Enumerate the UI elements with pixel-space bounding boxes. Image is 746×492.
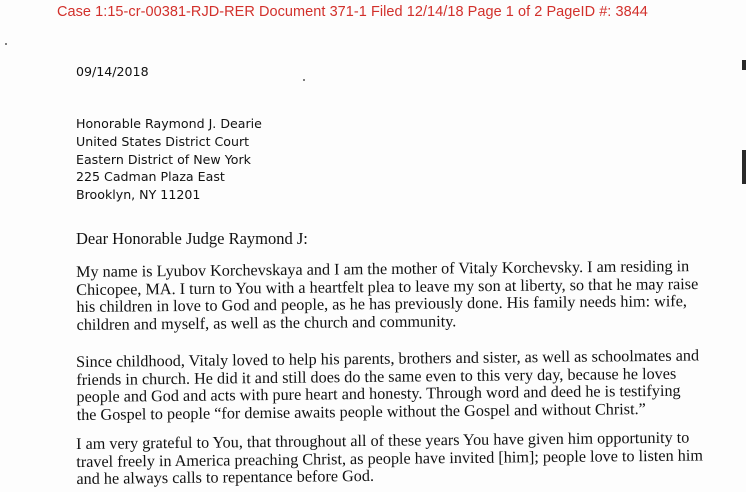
address-line-street: 225 Cadman Plaza East bbox=[76, 169, 225, 185]
paragraph-line: travel freely in America preaching Christ, as people have invited [him]; people love to listen him bbox=[76, 446, 703, 471]
paragraph-line: friends in church. He did it and still does do the same even to this very day, because he loves bbox=[76, 364, 677, 389]
paragraph-line: I am very grateful to You, that throughout all of these years You have given him opportunity to bbox=[75, 428, 690, 453]
paragraph-line: the Gospel to people “for demise awaits people without the Gospel and without Christ.” bbox=[76, 399, 646, 424]
scan-edge-mark bbox=[742, 60, 746, 70]
address-line-district: Eastern District of New York bbox=[76, 151, 251, 167]
body-paragraph-3 bbox=[76, 429, 703, 488]
paragraph-line: My name is Lyubov Korchevskaya and I am the mother of Vitaly Korchevsky. I am residing in bbox=[75, 257, 690, 281]
paragraph-line: people and God and acts with pure heart and honesty. Through word and deed he is testifying bbox=[76, 381, 681, 407]
paragraph-line: Since childhood, Vitaly loved to help his parents, brothers and sister, as well as schoolmates and bbox=[75, 346, 700, 371]
address-line-city: Brooklyn, NY 11201 bbox=[76, 187, 201, 203]
paragraph-line: his children in love to God and people, as he has previously done. His family needs him: wife, bbox=[76, 292, 687, 317]
court-filing-header: Case 1:15-cr-00381-RJD-RER Document 371-1 Filed 12/14/18 Page 1 of 2 PageID #: 3844 bbox=[57, 4, 648, 20]
address-line-court: United States District Court bbox=[76, 133, 250, 149]
body-paragraph-1 bbox=[76, 258, 699, 334]
scan-speck bbox=[303, 79, 305, 81]
recipient-address-block bbox=[76, 115, 262, 204]
paragraph-line: and he always calls to repentance before God. bbox=[76, 467, 375, 489]
letter-date: 09/14/2018 bbox=[76, 64, 149, 79]
paragraph-line: Chicopee, MA. I turn to You with a heartfelt plea to leave my son at liberty, so that he may raise bbox=[76, 274, 699, 299]
body-paragraph-2 bbox=[76, 347, 700, 424]
scan-edge-mark bbox=[742, 150, 746, 184]
scan-speck bbox=[5, 43, 7, 45]
paragraph-line: children and myself, as well as the church and community. bbox=[76, 312, 457, 334]
address-line-name: Honorable Raymond J. Dearie bbox=[76, 116, 262, 131]
letter-salutation: Dear Honorable Judge Raymond J: bbox=[76, 229, 308, 248]
